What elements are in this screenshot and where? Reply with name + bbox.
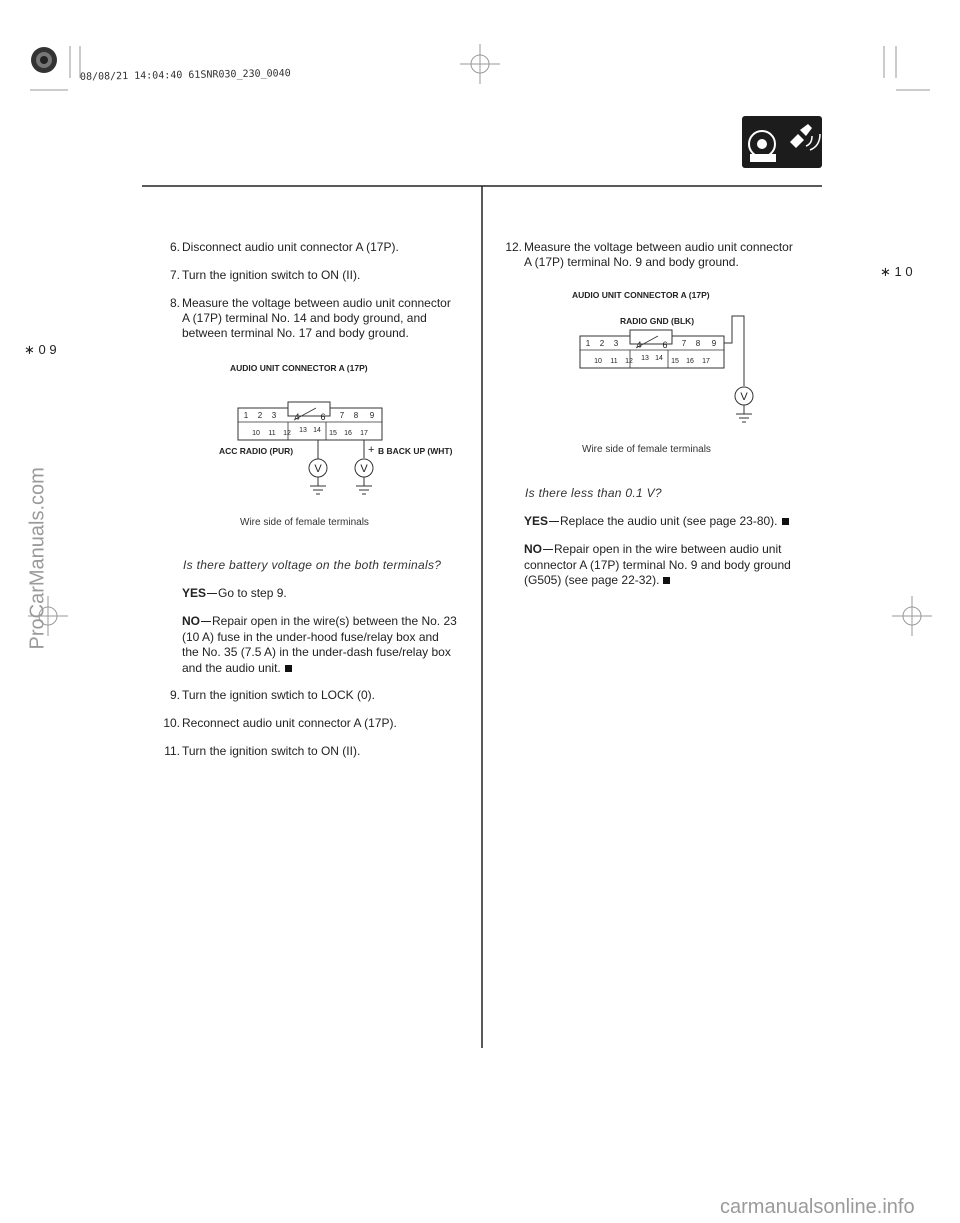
watermark-left: ProCarManuals.com xyxy=(26,467,49,650)
pin-number: 17 xyxy=(360,430,368,437)
pin-number: 12 xyxy=(625,358,633,365)
page-marker-left: ∗ 0 9 xyxy=(24,342,57,357)
wire-label-b-backup: B BACK UP (WHT) xyxy=(378,446,453,456)
pin-number: 1 xyxy=(243,411,249,420)
pin-number: 8 xyxy=(353,411,359,420)
svg-text:V: V xyxy=(314,463,322,475)
pin-number: 2 xyxy=(599,339,605,348)
pin-number: 13 xyxy=(299,427,307,434)
pin-number: 3 xyxy=(613,339,619,348)
pin-number: 3 xyxy=(271,411,277,420)
answer-yes: YES Replace the audio unit (see page 23-80). xyxy=(524,514,789,530)
pin-number: 10 xyxy=(252,430,260,437)
crosshair-icon xyxy=(892,596,932,636)
pin-number: 14 xyxy=(655,355,663,362)
connector-diagram-right xyxy=(578,312,768,432)
step-8: 8. Measure the voltage between audio unit connector A (17P) terminal No. 14 and body ground, and between terminal No. 17 and body ground. xyxy=(169,296,451,340)
pin-number: 9 xyxy=(711,339,717,348)
pin-number: 15 xyxy=(329,430,337,437)
diagram-caption: Wire side of female terminals xyxy=(582,444,711,455)
page-marker-right: ∗ 1 0 xyxy=(880,264,913,279)
print-stamp: 08/08/21 14:04:40 61SNR030_230_0040 xyxy=(79,68,291,83)
end-mark-icon xyxy=(782,518,789,525)
question: Is there less than 0.1 V? xyxy=(525,486,662,500)
pin-number: 13 xyxy=(641,355,649,362)
registration-disc-icon xyxy=(31,47,57,73)
pin-number: 2 xyxy=(257,411,263,420)
crosshair-icon xyxy=(460,44,500,84)
pin-number: 7 xyxy=(339,411,345,420)
step-12: 12. Measure the voltage between audio unit connector A (17P) terminal No. 9 and body ground. xyxy=(505,240,793,269)
pin-number: 4 xyxy=(294,412,300,422)
pin-number: 1 xyxy=(585,339,591,348)
end-mark-icon xyxy=(663,577,670,584)
answer-no: NO Repair open in the wire(s) between the No. 23 (10 A) fuse in the under-hood fuse/relay box and the No. 35 (7.5 A) in the under-dash fuse/relay box and the audio unit. xyxy=(182,614,457,675)
wire-label-acc-radio: ACC RADIO (PUR) xyxy=(219,446,294,456)
voltmeter-icon xyxy=(309,459,327,494)
pin-number: 16 xyxy=(686,358,694,365)
diagram-title: AUDIO UNIT CONNECTOR A (17P) xyxy=(230,363,368,373)
pin-number: 17 xyxy=(702,358,710,365)
audio-system-icon xyxy=(742,116,822,168)
pin-number: 11 xyxy=(610,358,618,365)
pin-number: 4 xyxy=(636,340,642,350)
svg-text:V: V xyxy=(740,391,748,403)
plus-sign: + xyxy=(368,444,375,456)
answer-yes: YES Go to step 9. xyxy=(182,586,287,600)
voltmeter-icon xyxy=(735,387,753,422)
watermark-bottom: carmanualsonline.info xyxy=(720,1196,915,1218)
diagram-title: AUDIO UNIT CONNECTOR A (17P) xyxy=(572,290,710,300)
pin-number: 6 xyxy=(662,340,668,350)
question: Is there battery voltage on the both terminals? xyxy=(183,558,442,572)
voltmeter-icon xyxy=(355,459,373,494)
svg-text:V: V xyxy=(360,463,368,475)
end-mark-icon xyxy=(285,665,292,672)
pin-number: 12 xyxy=(283,430,291,437)
pin-number: 11 xyxy=(268,430,276,437)
pin-number: 14 xyxy=(313,427,321,434)
pin-number: 9 xyxy=(369,411,375,420)
pin-number: 16 xyxy=(344,430,352,437)
pin-number: 7 xyxy=(681,339,687,348)
pin-number: 8 xyxy=(695,339,701,348)
pin-number: 10 xyxy=(594,358,602,365)
diagram-caption: Wire side of female terminals xyxy=(240,517,369,528)
wire-label-radio-gnd: RADIO GND (BLK) xyxy=(620,316,695,326)
pin-number: 15 xyxy=(671,358,679,365)
pin-number: 6 xyxy=(320,412,326,422)
answer-no: NO Repair open in the wire between audio unit connector A (17P) terminal No. 9 and body ground (G505) (see page 22-32). xyxy=(524,542,791,587)
